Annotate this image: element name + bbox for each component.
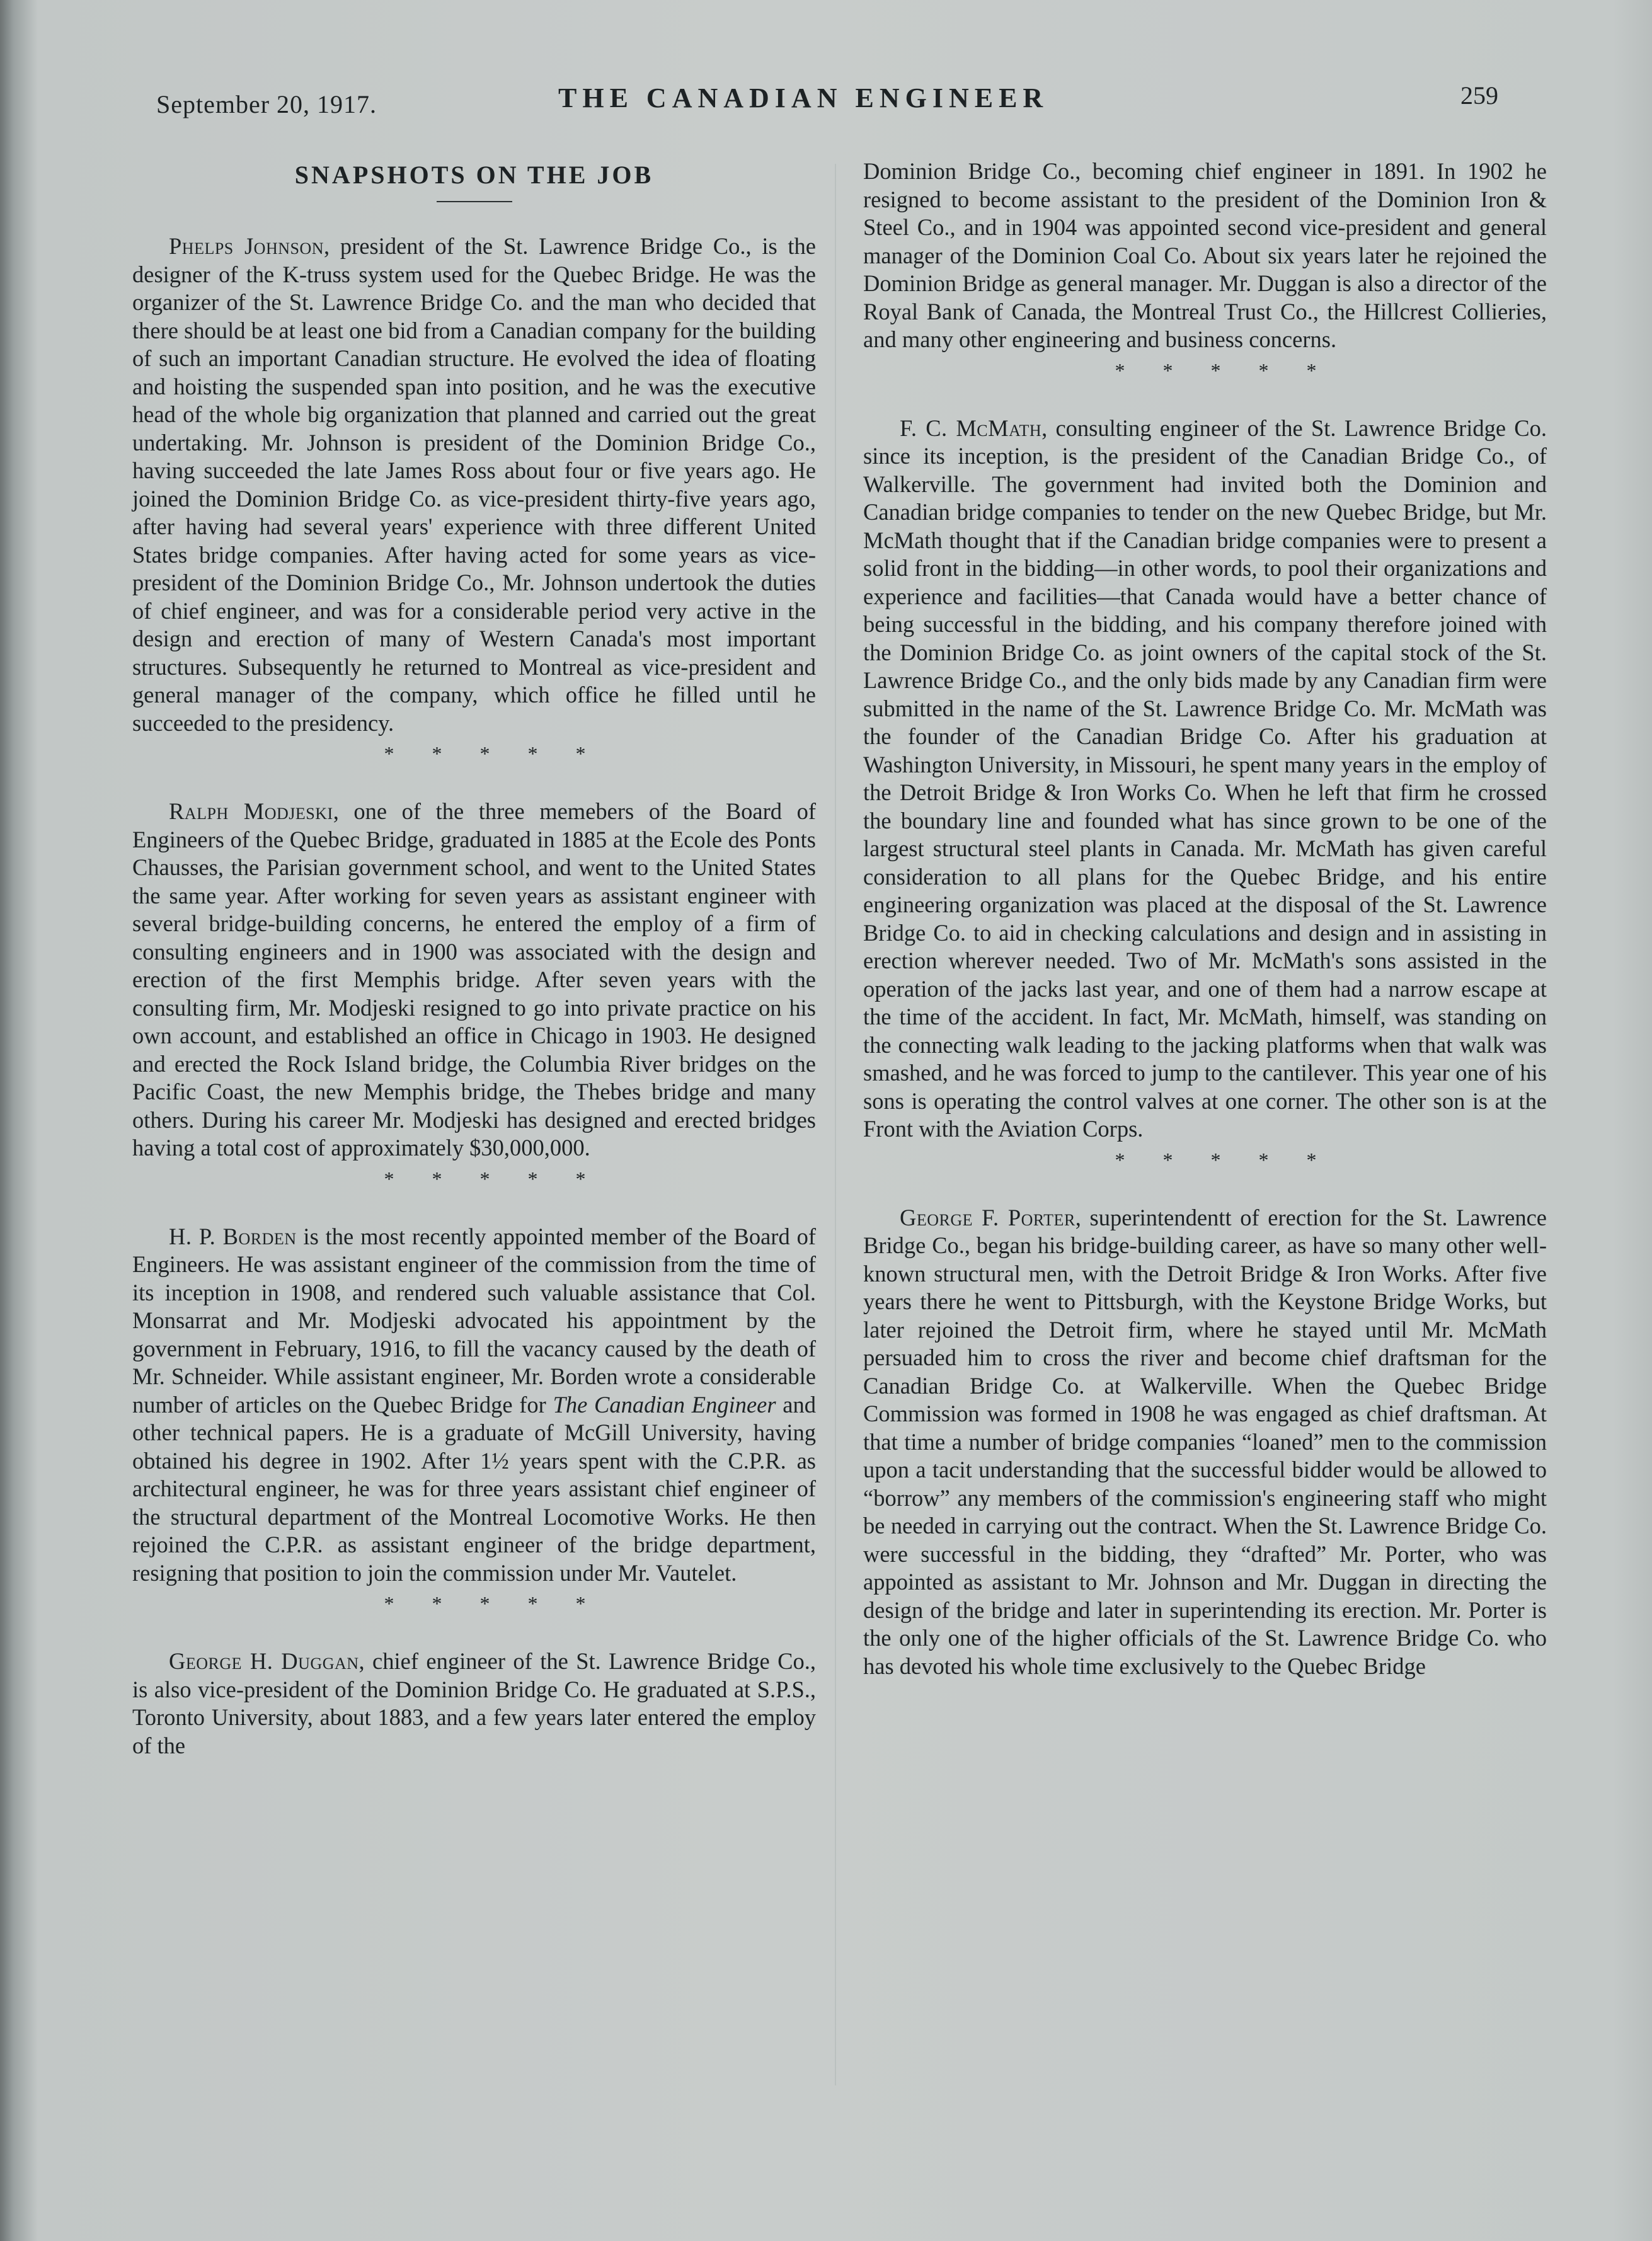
section-duggan [132,1648,816,1760]
left-column [132,158,816,1760]
person-name: George F. Porter [900,1204,1076,1230]
section-modjeski [132,798,816,1162]
section-text: , one of the three memebers of the Board of Engineers of the Quebec Bridge, graduated in 1885 at the Ecole des Ponts Chausses, the Parisian government school, and went to the United States the same year. After working for seven years as assistant engineer with several bridge-building concerns, he entered the employ of a firm of consulting engineers and in 1900 was associated with the design and erection of the first Memphis bridge. After seven years with the consulting firm, Mr. Modjeski resigned to go into private practice on his own account, and established an office in Chicago in 1903. He designed and erected the Rock Island bridge, the Columbia River bridges on the Pacific Coast, the new Memphis bridge, the Thebes bridge and many others. During his career Mr. Modjeski has designed and erected bridges having a total cost of approximately $30,000,000. [132,798,816,1161]
page-header [0,81,1652,118]
section-separator: * * * * * [384,1167,602,1190]
section-separator: * * * * * [384,1592,602,1615]
section-text: , chief engineer of the St. Lawrence Bridge Co., is also vice-president of the Dominion Bridge Co. He graduated at S.P.S., Toronto University, about 1883, and a few years later entered the employ of the [132,1648,816,1758]
section-porter [863,1204,1547,1681]
article-title: SNAPSHOTS ON THE JOB [294,161,654,189]
section-text: is the most recently appointed member of the Board of Engineers. He was assistant engineer of the commission from the time of its inception in 1908, and rendered such valuable assistance that Col. Monsarrat and Mr. Modjeski advocated his appointment by the government in February, 1916, to fill the vacancy caused by the death of Mr. Schneider. While assistant engineer, Mr. Borden wrote a considerable number of articles on the Quebec Bridge for [132,1223,816,1418]
section-text: , superintendentt of erection for the St. Lawrence Bridge Co., began his bridge-building career, as have so many other well-known structural men, with the Detroit Bridge & Iron Works. After five years there he went to Pittsburgh, with the Keystone Bridge Works, but later rejoined the Detroit firm, where he stayed until Mr. McMath persuaded him to cross the river and become chief draftsman for the Canadian Bridge Co. at Walkerville. When the Quebec Bridge Commission was formed in 1908 he was engaged as chief draftsman. At that time a number of bridge companies “loaned” men to the commission upon a tacit understanding that the successful bidder would be allowed to “borrow” any members of the commission's engineering staff who might be needed in carrying out the contract. When the St. Lawrence Bridge Co. were successful in the bidding, they “drafted” Mr. Porter, who was appointed as assistant to Mr. Johnson and Mr. Duggan in directing the design of the bridge and later in superintending its erection. Mr. Porter is the only one of the higher officials of the St. Lawrence Bridge Co. who has devoted his whole time exclusively to the Quebec Bridge [863,1204,1547,1679]
journal-reference: The Canadian Engineer [553,1391,776,1418]
section-separator: * * * * * [1115,1148,1333,1171]
page-number: 259 [1460,81,1498,110]
section-borden [132,1223,816,1588]
section-text: , president of the St. Lawrence Bridge Co., is the designer of the K-truss system used for the Quebec Bridge. He was the organizer of the St. Lawrence Bridge Co. and the man who decided that there should be at least one bid from a Canadian company for the building of such an important Canadian structure. He evolved the idea of floating and hoisting the suspended span into position, and he was the executive head of the whole big organization that planned and carried out the great undertaking. Mr. Johnson is president of the Dominion Bridge Co., having succeeded the late James Ross about four or five years ago. He joined the Dominion Bridge Co. as vice-president thirty-five years ago, after having had several years' experience with three different United States bridge companies. After having acted for some years as vice-president of the Dominion Bridge Co., Mr. Johnson undertook the duties of chief engineer, and was for a considerable period very active in the design and erection of many of Western Canada's most important structures. Subsequently he returned to Montreal as vice-president and general manager of the company, which office he filled until he succeeded to the presidency. [132,233,816,736]
section-text: and other technical papers. He is a graduate of McGill University, having obtained his degree in 1902. After 1½ years spent with the C.P.R. as architectural engineer, he was for three years assistant chief engineer of the structural department of the Montreal Locomotive Works. He then rejoined the C.P.R. as assistant engineer of the bridge department, resigning that position to join the commission under Mr. Vautelet. [132,1391,817,1586]
section-separator: * * * * * [384,742,602,765]
person-name: Phelps Johnson [169,233,324,259]
title-rule [437,201,512,202]
person-name: Ralph Modjeski [169,798,333,824]
section-duggan-continued: Dominion Bridge Co., becoming chief engineer in 1891. In 1902 he resigned to become assistant to the president of the Dominion Iron & Steel Co., and in 1904 was appointed second vice-president and general manager of the Dominion Coal Co. About six years later he rejoined the Dominion Bridge as general manager. Mr. Duggan is also a director of the Royal Bank of Canada, the Montreal Trust Co., the Hillcrest Collieries, and many other engineering and business concerns. [863,158,1547,352]
issue-date: September 20, 1917. [156,90,377,118]
person-name: H. P. Borden [169,1223,297,1249]
section-mcmath [863,415,1547,1143]
section-text: , consulting engineer of the St. Lawrence Bridge Co. since its inception, is the president of the Canadian Bridge Co., of Walkerville. The government had invited both the Dominion and Canadian bridge companies to tender on the new Quebec Bridge, but Mr. McMath thought that if the Canadian bridge companies were to present a solid front in the bidding—in other words, to pool their organizations and experience and facilities—that Canada would have a better chance of being successful in the bidding, and his company therefore joined with the Dominion Bridge Co. as joint owners of the capital stock of the St. Lawrence Bridge Co., and the only bids made by any Canadian firm were submitted in the name of the St. Lawrence Bridge Co. Mr. McMath was the founder of the Canadian Bridge Co. After his graduation at Washington University, in Missouri, he spent many years in the employ of the Detroit Bridge & Iron Works Co. When he left that firm he crossed the boundary line and founded what has since grown to be one of the largest structural steel plants in Canada. Mr. McMath has given careful consideration to all plans for the Quebec Bridge, and his entire engineering organization was placed at the disposal of the St. Lawrence Bridge Co. to aid in checking calculations and design and in assisting in erection wherever needed. Two of Mr. McMath's sons assisted in the operation of the jacks last year, and one of them had a narrow escape at the time of the accident. In fact, Mr. McMath, himself, was standing on the connecting walk leading to the jacking platforms when that walk was smashed, and he was forced to jump to the cantilever. This year one of his sons is operating the control valves at one corner. The other son is at the Front with the Aviation Corps. [863,415,1547,1142]
person-name: George H. Duggan [169,1648,359,1674]
column-gutter [835,164,836,2085]
person-name: F. C. McMath [900,415,1042,441]
section-johnson [132,232,816,737]
right-column [863,158,1547,1680]
section-separator: * * * * * [1115,358,1333,382]
journal-title: THE CANADIAN ENGINEER [558,83,1049,113]
